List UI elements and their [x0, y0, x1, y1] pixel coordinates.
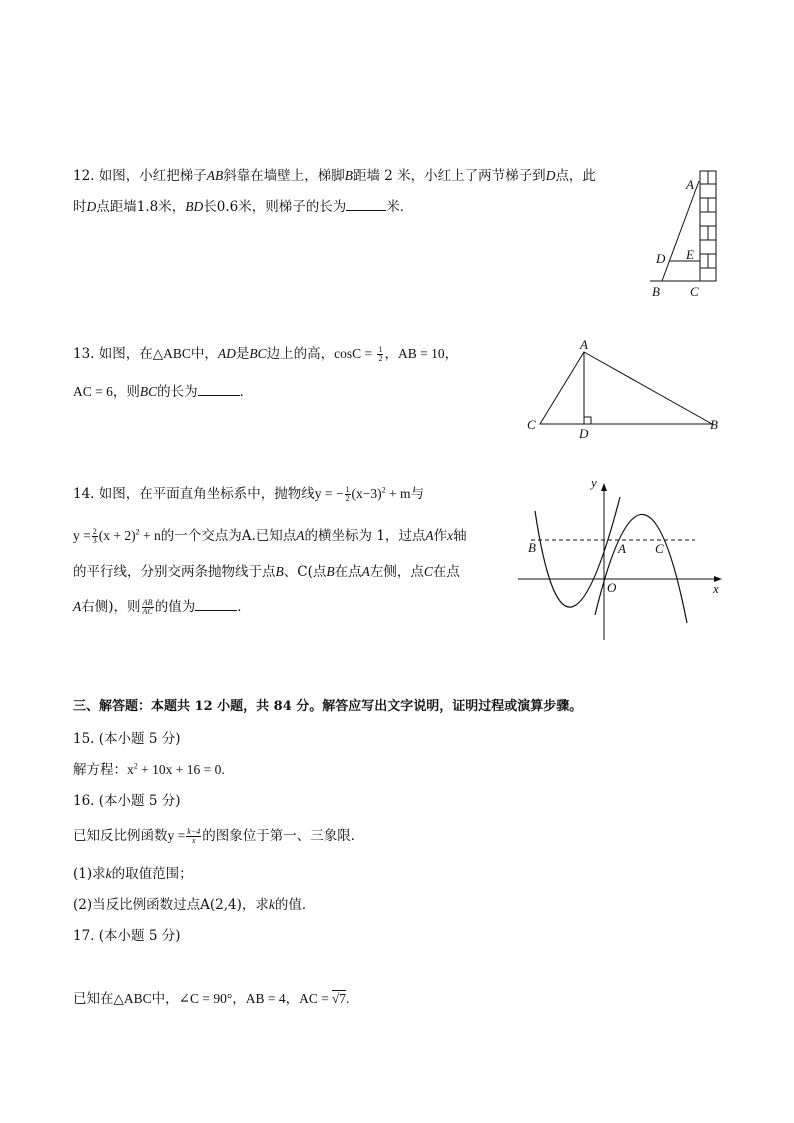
ab-ac-fraction: $\frac{AB}{AC}$	[142, 598, 153, 616]
q13-line2: AC = 6，则BC的长为 ．	[73, 381, 253, 402]
p2-fraction: $\frac{2}{3}$	[92, 527, 97, 545]
wall	[700, 171, 716, 281]
right-angle-mark	[584, 417, 591, 424]
answer-blank[interactable]	[346, 196, 386, 211]
parabola-downward	[595, 514, 687, 623]
q14-line3: 的平行线，分别交两条抛物线于点B、C(点B在点A左侧，点C在点	[73, 564, 460, 580]
triangle-figure	[522, 336, 727, 441]
fig14-label-C: C	[655, 541, 664, 556]
answer-blank[interactable]	[198, 381, 240, 396]
q14-line2: y = $\frac{2}{3}$ $(x + 2)^2 + n$的一个交点为A.已知点A的横坐标为 1，过点A作x轴	[73, 527, 467, 545]
fig14-label-A: A	[618, 541, 626, 556]
y-axis-arrow	[601, 483, 607, 491]
fig13-label-D: D	[579, 426, 589, 441]
q16-header: 16. (本小题 5 分)	[73, 793, 181, 809]
fig13-label-C: C	[527, 417, 536, 432]
q15-equation: 解方程：$x^2 + 10x + 16 = 0$.	[73, 761, 225, 778]
fig13-label-A: A	[580, 337, 588, 352]
ladder-line	[662, 181, 699, 281]
q13-line1: 13. 如图，在△ABC中，AD是BC边上的高，cosC = $\frac{1}{2}$ ，AB = 10，	[73, 345, 459, 363]
q14-line1: 14. 如图，在平面直角坐标系中，抛物线y = − $\frac{1}{2}$ $(x-3)^2 + m$与	[73, 485, 424, 503]
q12-line1: 12. 如图，小红把梯子AB斜靠在墙壁上，梯脚B距墙 2 米，小红上了两节梯子到D点，此	[73, 168, 596, 184]
q16-line1: 已知反比例函数y = $\frac{k-4}{x}$ 的图象位于第一、三象限．	[73, 827, 365, 845]
parabola-figure	[515, 475, 740, 650]
q14-line4: A右侧)，则 $\frac{AB}{AC}$ 的值为 ．	[73, 598, 251, 616]
fig14-label-y: y	[591, 475, 597, 490]
fig12-label-A: A	[686, 177, 694, 192]
fig13-label-B: B	[710, 417, 718, 432]
section3-heading: 三、解答题：本题共 12 小题，共 84 分。解答应写出文字说明，证明过程或演算步骤。	[73, 699, 583, 714]
fig12-label-B: B	[652, 284, 660, 299]
q16-part2: (2)当反比例函数过点A(2,4)，求k的值．	[73, 897, 316, 913]
cos-fraction: $\frac{1}{2}$	[378, 345, 383, 363]
fig12-label-C: C	[690, 284, 699, 299]
answer-blank[interactable]	[195, 596, 237, 611]
triangle-abc	[540, 352, 712, 424]
fig14-label-B: B	[528, 540, 536, 555]
fig12-label-E: E	[686, 247, 694, 262]
q12-line2: 时D点距墙1.8米，BD长0.6米，则梯子的长为 米．	[73, 196, 413, 217]
fig14-label-O: O	[607, 580, 617, 595]
q17-text: 已知在△ABC中，∠C = 90°，AB = 4，AC = √7.	[73, 991, 350, 1007]
fig12-label-D: D	[656, 251, 666, 266]
q15-header: 15. (本小题 5 分)	[73, 731, 181, 747]
ladder-figure	[640, 165, 730, 305]
q17-header: 17. (本小题 5 分)	[73, 928, 181, 944]
inverse-fraction: $\frac{k-4}{x}$	[187, 827, 201, 845]
p1-fraction: $\frac{1}{2}$	[345, 485, 350, 503]
q16-part1: (1)求k的取值范围；	[73, 866, 193, 882]
fig14-label-x: x	[713, 581, 719, 596]
